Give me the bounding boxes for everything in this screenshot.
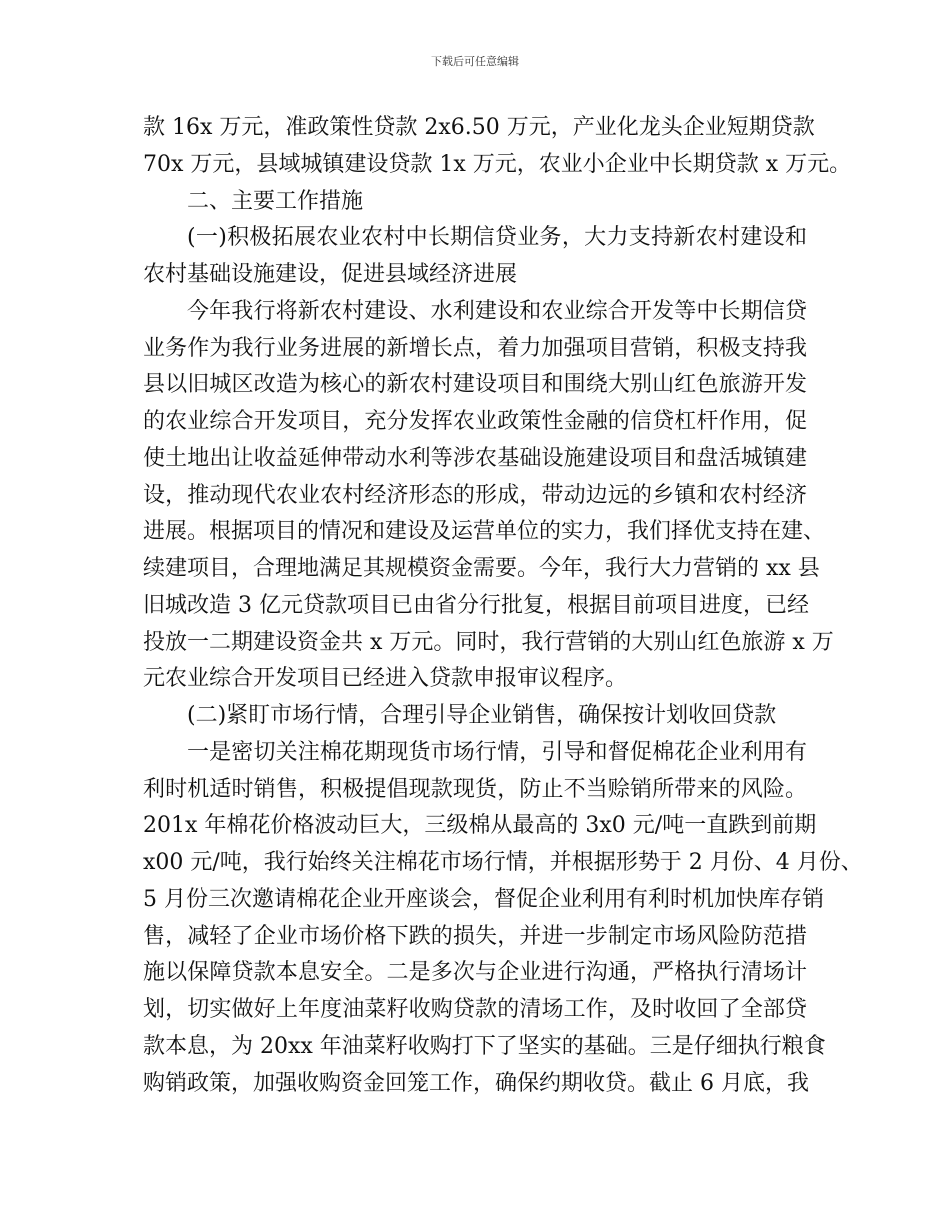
text-line: 投放一二期建设资金共 x 万元。同时，我行营销的大别山红色旅游 x 万 <box>143 629 834 655</box>
document-body <box>143 110 863 1102</box>
text-line: 使土地出让收益延伸带动水利等涉农基础设施建设项目和盘活城镇建 <box>143 445 807 471</box>
text-line: 县以旧城区改造为核心的新农村建设项目和围绕大别山红色旅游开发 <box>143 372 807 398</box>
text-line: 的农业综合开发项目，充分发挥农业政策性金融的信贷杠杆作用，促 <box>143 409 807 434</box>
subsection-heading: 农村基础设施建设，促进县域经济进展 <box>143 262 518 287</box>
text-line: 款 16x 万元，准政策性贷款 2x6.50 万元，产业化龙头企业短期贷款 <box>143 115 815 140</box>
text-line: 设，推动现代农业农村经济形态的形成，带动边远的乡镇和农村经济 <box>143 482 807 508</box>
text-line: 利时机适时销售，积极提倡现款现货，防止不当赊销所带来的风险。 <box>143 776 807 802</box>
text-line: 划，切实做好上年度油菜籽收购贷款的清场工作，及时收回了全部贷 <box>143 997 807 1022</box>
text-line: 售，减轻了企业市场价格下跌的损失，并进一步制定市场风险防范措 <box>143 923 807 949</box>
text-line: 业务作为我行业务进展的新增长点，着力加强项目营销，积极支持我 <box>143 335 807 361</box>
text-line: 一是密切关注棉花期现货市场行情，引导和督促棉花企业利用有 <box>187 739 807 765</box>
text-line: 购销政策，加强收购资金回笼工作，确保约期收贷。截止 6 月底，我 <box>143 1070 809 1096</box>
text-line: 今年我行将新农村建设、水利建设和农业综合开发等中长期信贷 <box>187 298 807 324</box>
text-line: 款本息，为 20xx 年油菜籽收购打下了坚实的基础。三是仔细执行粮食 <box>143 1033 826 1059</box>
text-line: 旧城改造 3 亿元贷款项目已由省分行批复，根据目前项目进度，已经 <box>143 592 809 618</box>
page-header-note: 下载后可任意编辑 <box>431 55 519 68</box>
subsection-heading: (二)紧盯市场行情，合理引导企业销售，确保按计划收回贷款 <box>187 703 777 728</box>
text-line: 70x 万元，县域城镇建设贷款 1x 万元，农业小企业中长期贷款 x 万元。 <box>143 151 852 177</box>
text-line: x00 元/吨，我行始终关注棉花市场行情，并根据形势于 2 月份、4 月份、 <box>143 850 863 875</box>
subsection-heading: (一)积极拓展农业农村中长期信贷业务，大力支持新农村建设和 <box>187 225 807 251</box>
text-line: 进展。根据项目的情况和建设及运营单位的实力，我们择优支持在建、 <box>143 519 826 545</box>
text-line: 201x 年棉花价格波动巨大，三级棉从最高的 3x0 元/吨一直跌到前期 <box>143 813 817 839</box>
section-heading: 二、主要工作措施 <box>187 188 364 214</box>
text-line: 5 月份三次邀请棉花企业开座谈会，督促企业利用有利时机加快库存销 <box>143 886 824 912</box>
text-line: 元农业综合开发项目已经进入贷款申报审议程序。 <box>143 666 628 692</box>
text-line: 施以保障贷款本息安全。二是多次与企业进行沟通，严格执行清场计 <box>143 960 807 986</box>
text-line: 续建项目，合理地满足其规模资金需要。今年，我行大力营销的 xx 县 <box>143 556 820 581</box>
